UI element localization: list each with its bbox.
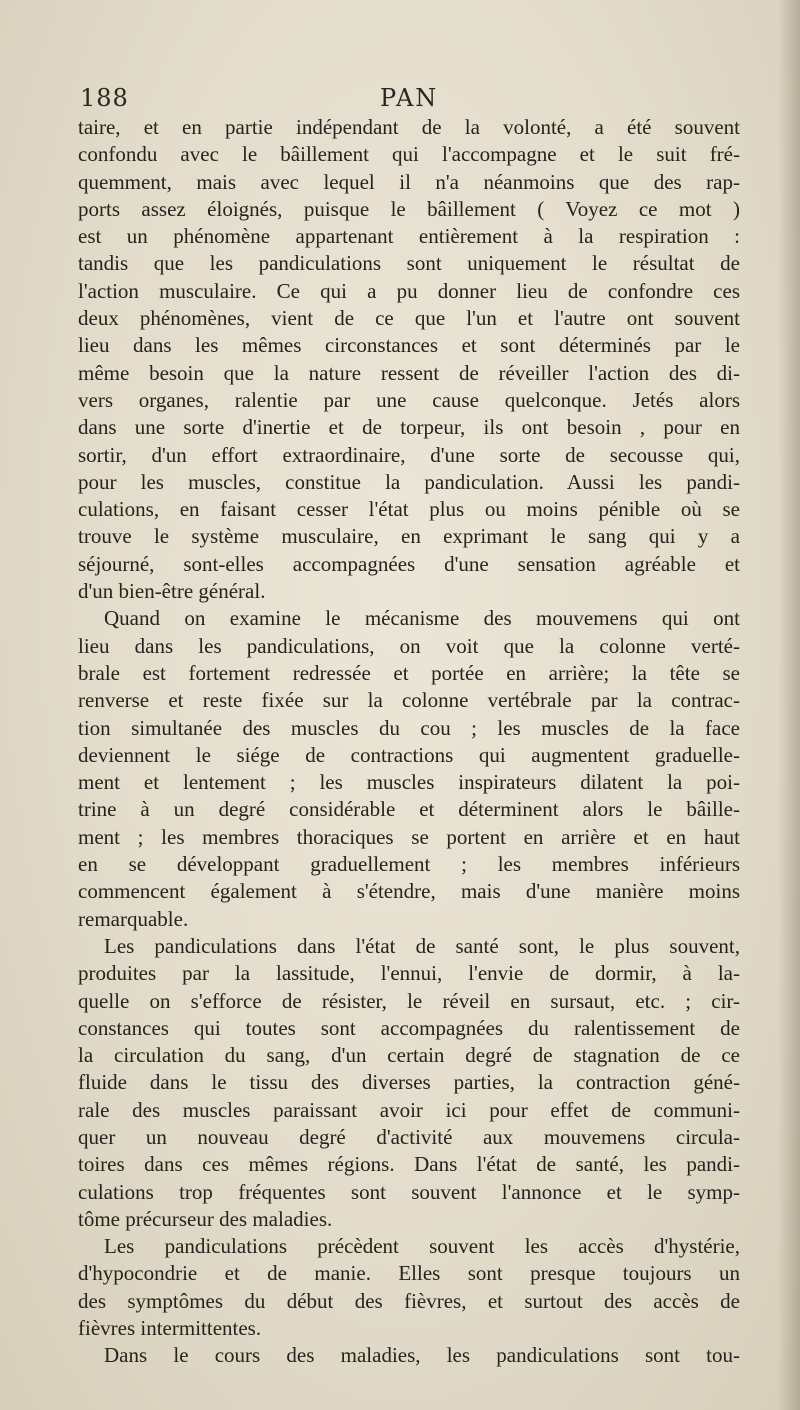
text-line: sortir, d'un effort extraordinaire, d'une sorte de secousse qui,: [78, 442, 740, 467]
text-line: commencent également à s'étendre, mais d'une manière moins: [78, 879, 740, 904]
text-line: d'un bien-être général.: [78, 579, 266, 604]
text-line: constances qui toutes sont accompagnées du ralentissement de: [78, 1015, 740, 1040]
text-line: fièvres intermittentes.: [78, 1316, 262, 1341]
text-line: trine à un degré considérable et déterminent alors le bâille-: [78, 797, 740, 822]
text-line: toires dans ces mêmes régions. Dans l'état de santé, les pandi-: [78, 1152, 740, 1177]
text-line: tandis que les pandiculations sont uniquement le résultat de: [78, 251, 740, 276]
text-line: deviennent le siége de contractions qui augmentent graduelle-: [78, 742, 740, 767]
text-line: Les pandiculations précèdent souvent les accès d'hystérie,: [104, 1234, 740, 1259]
text-line: rale des muscles paraissant avoir ici pour effet de communi-: [78, 1097, 740, 1122]
text-line: ment et lentement ; les muscles inspirateurs dilatent la poi-: [78, 770, 740, 795]
paragraph: [78, 933, 740, 1233]
paragraph: [78, 1342, 740, 1369]
text-line: brale est fortement redressée et portée en arrière; la tête se: [78, 660, 740, 685]
paragraph: [78, 1233, 740, 1342]
page-number: 188: [80, 84, 129, 112]
text-line: pour les muscles, constitue la pandiculation. Aussi les pandi-: [78, 469, 740, 494]
text-line: renverse et reste fixée sur la colonne vertébrale par la contrac-: [78, 688, 740, 713]
text-line: des symptômes du début des fièvres, et surtout des accès de: [78, 1288, 740, 1313]
text-line: tôme précurseur des maladies.: [78, 1206, 333, 1231]
text-line: ports assez éloignés, puisque le bâillement ( Voyez ce mot ): [78, 196, 740, 221]
body-text: [78, 114, 740, 1370]
text-line: Dans le cours des maladies, les pandiculations sont tou-: [104, 1343, 740, 1368]
text-line: culations trop fréquentes sont souvent l'annonce et le symp-: [78, 1179, 740, 1204]
text-line: trouve le système musculaire, en exprimant le sang qui y a: [78, 524, 740, 549]
text-line: tion simultanée des muscles du cou ; les muscles de la face: [78, 715, 740, 740]
text-line: quer un nouveau degré d'activité aux mouvemens circula-: [78, 1124, 740, 1149]
text-line: lieu dans les mêmes circonstances et sont déterminés par le: [78, 333, 740, 358]
text-line: quemment, mais avec lequel il n'a néanmoins que des rap-: [78, 169, 740, 194]
text-line: quelle on s'efforce de résister, le réveil en sursaut, etc. ; cir-: [78, 988, 740, 1013]
text-line: Les pandiculations dans l'état de santé sont, le plus souvent,: [104, 933, 740, 958]
text-line: culations, en faisant cesser l'état plus ou moins pénible où se: [78, 497, 740, 522]
text-line: dans une sorte d'inertie et de torpeur, ils ont besoin , pour en: [78, 415, 740, 440]
text-line: vers organes, ralentie par une cause quelconque. Jetés alors: [78, 387, 740, 412]
text-line: confondu avec le bâillement qui l'accompagne et le suit fré-: [78, 142, 740, 167]
paragraph: [78, 114, 740, 605]
text-line: en se développant graduellement ; les membres inférieurs: [78, 852, 740, 877]
text-line: est un phénomène appartenant entièrement à la respiration :: [78, 224, 740, 249]
text-line: ment ; les membres thoraciques se portent en arrière et en haut: [78, 824, 740, 849]
text-line: séjourné, sont-elles accompagnées d'une sensation agréable et: [78, 551, 740, 576]
text-line: Quand on examine le mécanisme des mouvemens qui ont: [104, 606, 740, 631]
text-line: d'hypocondrie et de manie. Elles sont presque toujours un: [78, 1261, 740, 1286]
text-line: la circulation du sang, d'un certain degré de stagnation de ce: [78, 1043, 740, 1068]
text-line: même besoin que la nature ressent de réveiller l'action des di-: [78, 360, 740, 385]
paragraph: [78, 605, 740, 933]
text-line: remarquable.: [78, 906, 189, 931]
text-line: deux phénomènes, vient de ce que l'un et l'autre ont souvent: [78, 306, 740, 331]
text-line: produites par la lassitude, l'ennui, l'envie de dormir, à la-: [78, 961, 740, 986]
running-title: PAN: [380, 84, 439, 112]
text-line: lieu dans les pandiculations, on voit que la colonne verté-: [78, 633, 740, 658]
text-line: l'action musculaire. Ce qui a pu donner lieu de confondre ces: [78, 278, 740, 303]
running-head: [80, 84, 740, 114]
page-gutter-shadow: [778, 0, 800, 1410]
text-line: taire, et en partie indépendant de la volonté, a été souvent: [78, 115, 740, 139]
text-line: fluide dans le tissu des diverses parties, la contraction géné-: [78, 1070, 740, 1095]
